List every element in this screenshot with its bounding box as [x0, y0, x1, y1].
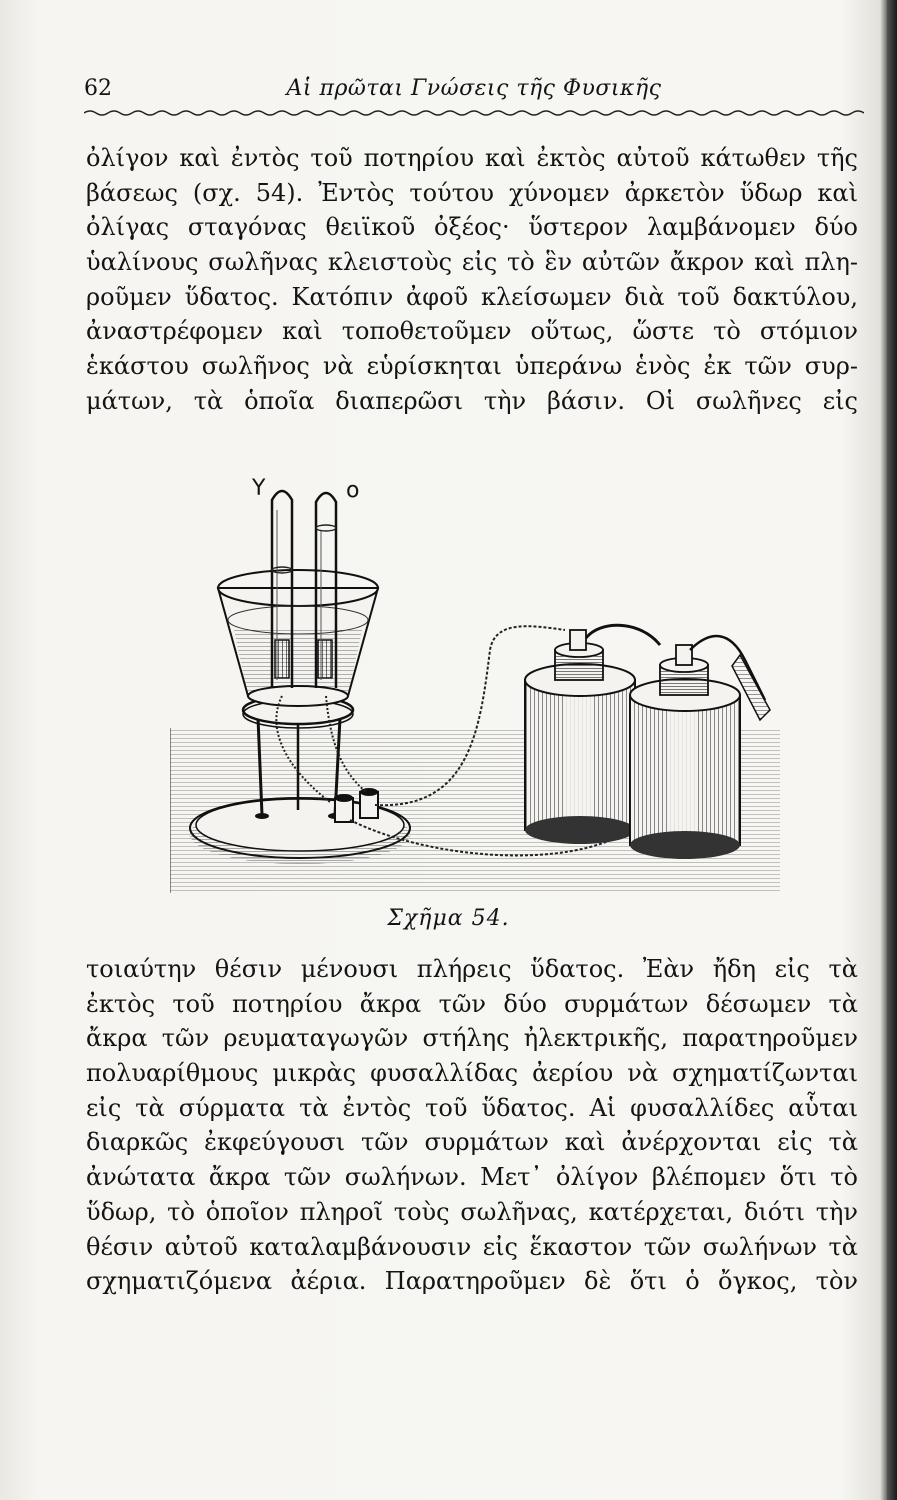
running-title: Αἱ πρῶται Γνώσεις τῆς Φυσικῆς [286, 76, 662, 101]
page-number: 62 [84, 76, 112, 101]
header-wavy-rule [84, 108, 864, 118]
text-line: σχηματιζόμενα ἀέρια. Παρατηροῦμεν δὲ ὅτι ὁ ὄγκος, τὸν [86, 1267, 858, 1296]
text-line: τοιαύτην θέσιν μένουσι πλήρεις ὕδατος. Ἐὰν ἤδη εἰς τὰ [86, 955, 858, 983]
text-line: εἰς τὰ σύρματα τὰ ἐντὸς τοῦ ὕδατος. Αἱ φυσαλλίδες αὗται [86, 1093, 858, 1122]
paragraph-top [86, 141, 858, 419]
text-line: ὀλίγας σταγόνας θειϊκοῦ ὀξέος· ὕστερον λαμβάνομεν δύο [86, 213, 858, 242]
engraving-illustration [170, 470, 780, 895]
figure-caption: Σχῆμα 54. [387, 906, 510, 931]
text-line: διαρκῶς ἐκφεύγουσι τῶν συρμάτων καὶ ἀνέρχονται εἰς τὰ [86, 1128, 858, 1157]
text-line: ἄκρα τῶν ρευματαγωγῶν στήλης ἠλεκτρικῆς, παρατηροῦμεν [86, 1024, 858, 1053]
text-line: πολυαρίθμους μικρὰς φυσαλλίδας ἀερίου νὰ σχηματίζωνται [86, 1059, 858, 1088]
figure-electrolysis-apparatus [170, 470, 780, 895]
text-line: θέσιν αὐτοῦ καταλαμβάνουσιν εἰς ἕκαστον τῶν σωλήνων τὰ [86, 1232, 858, 1261]
page-edge-shadow [887, 0, 897, 1500]
text-line: ἀναστρέφομεν καὶ τοποθετοῦμεν οὕτως, ὥστε τὸ στόμιον [86, 317, 858, 346]
text-line: ἑκάστου σωλῆνος νὰ εὑρίσκηται ὑπεράνω ἑνὸς ἐκ τῶν συρ- [86, 352, 858, 381]
text-line: μάτων, τὰ ὁποῖα διαπερῶσι τὴν βάσιν. Οἱ σωλῆνες εἰς [86, 386, 858, 415]
text-line: ροῦμεν ὕδατος. Κατόπιν ἀφοῦ κλείσωμεν διὰ τοῦ δακτύλου, [86, 282, 858, 311]
text-line: ὑαλίνους σωλῆνας κλειστοὺς εἰς τὸ ἓν αὐτῶν ἄκρον καὶ πλη- [86, 248, 858, 277]
page-header [84, 72, 864, 108]
text-line: ὕδωρ, τὸ ὁποῖον πληροῖ τοὺς σωλῆνας, κατέρχεται, διότι τὴν [86, 1197, 858, 1226]
text-line: βάσεως (σχ. 54). Ἐντὸς τούτου χύνομεν ἀρκετὸν ὕδωρ καὶ [86, 178, 858, 207]
text-line: ἐκτὸς τοῦ ποτηρίου ἄκρα τῶν δύο συρμάτων δέσωμεν τὰ [86, 989, 858, 1018]
paragraph-bottom [86, 952, 858, 1299]
figure-label-left: Υ [252, 476, 266, 501]
text-line: ἀνώτατα ἄκρα τῶν σωλήνων. Μετ᾽ ὀλίγον βλέπομεν ὅτι τὸ [86, 1163, 858, 1192]
battery-cell-left [525, 630, 635, 844]
battery-cell-right [630, 645, 740, 859]
text-line: ὀλίγον καὶ ἐντὸς τοῦ ποτηρίου καὶ ἐκτὸς αὐτοῦ κάτωθεν τῆς [86, 144, 858, 172]
figure-label-right: ο [346, 478, 360, 503]
